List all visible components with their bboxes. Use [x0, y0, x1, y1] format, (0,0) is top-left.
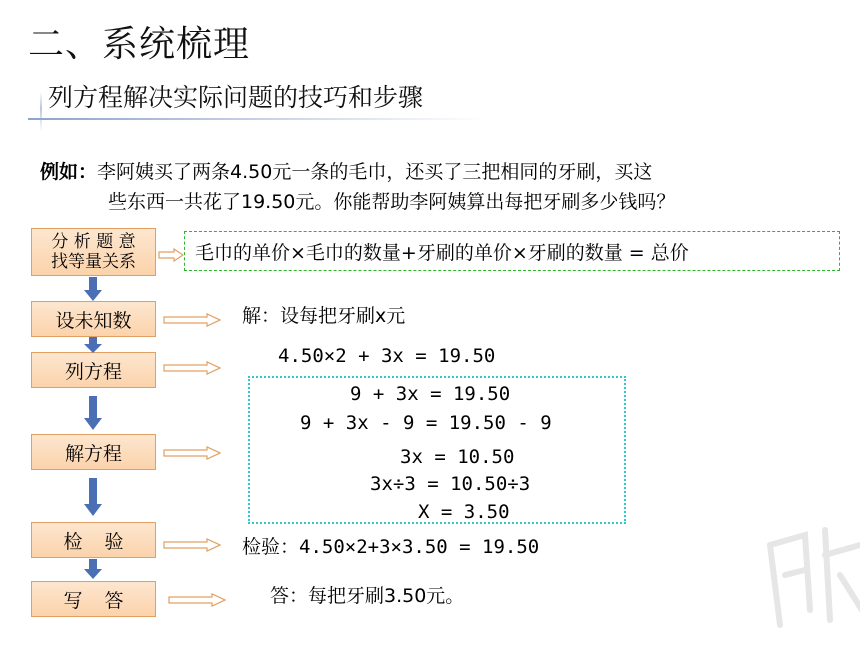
- answer-statement: 答：每把牙刷3.50元。: [270, 585, 465, 607]
- right-arrow-icon: [163, 446, 221, 460]
- check-statement: [242, 532, 539, 559]
- equation: 4.50×2 + 3x = 19.50: [278, 345, 496, 367]
- decorative-vertical-line: [40, 92, 42, 132]
- problem-line-1: 李阿姨买了两条4.50元一条的毛巾，还买了三把相同的牙刷，买这: [97, 161, 653, 183]
- right-arrow-icon: [158, 248, 184, 262]
- down-arrow-icon: [84, 277, 102, 301]
- page-subtitle: 列方程解决实际问题的技巧和步骤: [48, 83, 424, 112]
- step-write-equation-label: 列方程: [64, 360, 122, 383]
- step-check: [31, 522, 156, 558]
- watermark-graphic: [750, 515, 860, 635]
- problem-line-2: 些东西一共花了19.50元。你能帮助李阿姨算出每把牙刷多少钱吗？: [108, 191, 676, 213]
- step-analyze: [31, 228, 156, 276]
- down-arrow-icon: [84, 478, 102, 516]
- solve-step-5: X = 3.50: [418, 501, 510, 523]
- solve-step-4: 3x÷3 = 10.50÷3: [370, 473, 531, 495]
- step-analyze-line-1: 分 析 题 意: [51, 232, 136, 252]
- down-arrow-icon: [84, 396, 102, 430]
- down-arrow-icon: [84, 559, 102, 579]
- right-arrow-icon: [163, 313, 221, 327]
- step-set-unknown-label: 设未知数: [55, 309, 132, 332]
- decorative-horizontal-line: [28, 118, 488, 120]
- solve-step-3: 3x = 10.50: [400, 446, 515, 468]
- down-arrow-icon: [84, 337, 102, 353]
- right-arrow-icon: [163, 538, 221, 552]
- problem-statement: [40, 157, 652, 187]
- step-answer: [31, 581, 156, 617]
- step-write-equation: [31, 352, 156, 388]
- check-text: 检验：4.50×2+3×3.50 = 19.50: [242, 536, 540, 558]
- page-title: 二、系统梳理: [28, 24, 251, 65]
- step-answer-label: 写 答: [63, 589, 132, 612]
- step-check-label: 检 验: [63, 530, 132, 553]
- right-arrow-icon: [163, 361, 221, 375]
- solve-step-1: 9 + 3x = 19.50: [350, 383, 511, 405]
- right-arrow-icon: [168, 593, 226, 607]
- step-set-unknown: [31, 301, 156, 337]
- step-solve-equation: [31, 434, 156, 470]
- step-analyze-line-2: 找等量关系: [51, 252, 136, 272]
- solve-step-2: 9 + 3x - 9 = 19.50 - 9: [300, 412, 552, 434]
- problem-label: 例如：: [40, 161, 98, 183]
- equality-relation-box: [184, 231, 840, 271]
- equality-relation-text: 毛巾的单价×毛巾的数量+牙刷的单价×牙刷的数量 = 总价: [195, 241, 689, 264]
- let-statement: 解：设每把牙刷x元: [242, 305, 406, 327]
- step-solve-equation-label: 解方程: [64, 442, 122, 465]
